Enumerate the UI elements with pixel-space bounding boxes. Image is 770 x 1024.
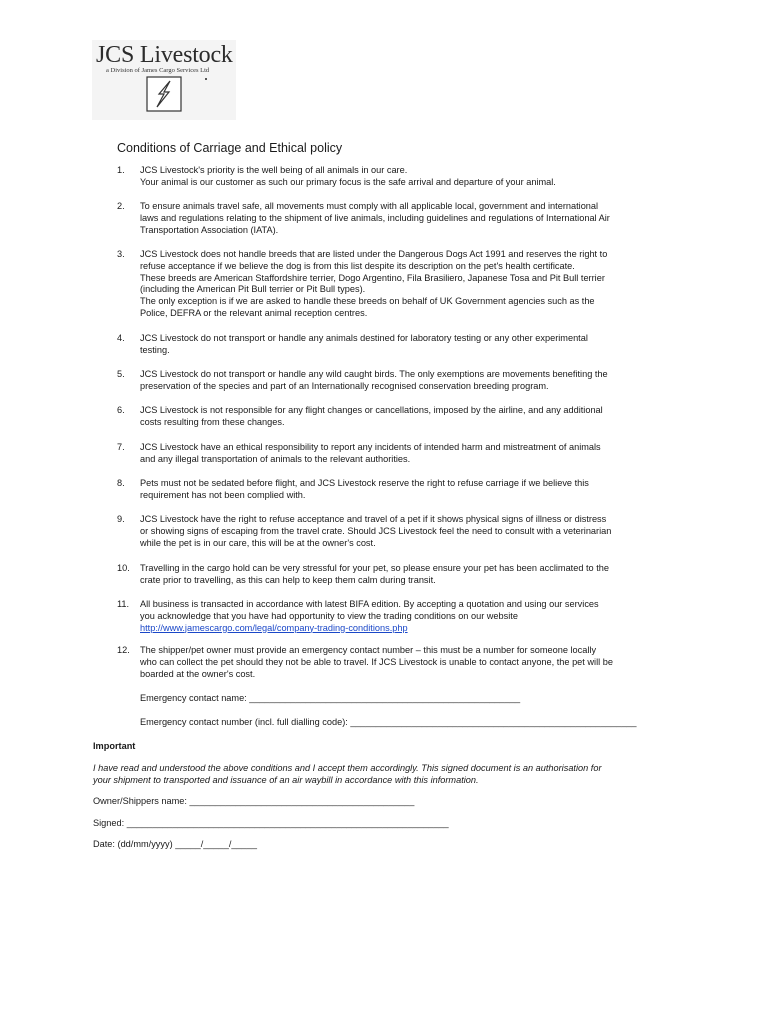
condition-item-5	[117, 369, 677, 393]
signature-field[interactable]: Signed: _______________________________________________________________	[93, 818, 449, 828]
condition-item-9	[117, 514, 677, 549]
item-text-line: and any illegal transportation of animals to the relevant authorities.	[140, 453, 411, 464]
condition-item-4	[117, 333, 677, 357]
item-number: 11.	[117, 599, 130, 609]
item-number: 7.	[117, 442, 125, 452]
trading-conditions-link[interactable]: http://www.jamescargo.com/legal/company-trading-conditions.php	[140, 622, 408, 633]
item-text-line: Transportation Association (IATA).	[140, 224, 279, 235]
item-number: 4.	[117, 333, 125, 343]
owner-name-field[interactable]: Owner/Shippers name: ____________________________________________	[93, 796, 415, 806]
logo-dot	[205, 78, 207, 80]
item-text-line: JCS Livestock have an ethical responsibility to report any incidents of intended harm and mistreatment of animals	[140, 442, 601, 452]
item-text-line: Police, DEFRA or the relevant animal reception centres.	[140, 307, 368, 318]
emergency-contact-number-field[interactable]: Emergency contact number (incl. full dialling code): ________________________________________________________	[140, 717, 637, 727]
item-number: 5.	[117, 369, 125, 379]
item-text-line: crate prior to travelling, as this can help to keep them calm during transit.	[140, 574, 436, 585]
item-number: 6.	[117, 405, 125, 415]
item-number: 8.	[117, 478, 125, 488]
condition-item-6	[117, 405, 677, 429]
item-text-line: preservation of the species and part of an Internationally recognised conservation breeding program.	[140, 380, 549, 391]
item-text-line: (including the American Pit Bull terrier or Pit Bull types).	[140, 284, 366, 295]
item-text-line: The only exception is if we are asked to handle these breeds on behalf of UK Government agencies such as the	[140, 296, 595, 307]
consent-statement	[93, 762, 602, 786]
item-text-line: JCS Livestock does not handle breeds that are listed under the Dangerous Dogs Act 1991 and reserves the right to	[140, 249, 608, 259]
item-number: 10.	[117, 563, 130, 573]
item-text-line: JCS Livestock do not transport or handle any animals destined for laboratory testing or any other experimental	[140, 333, 588, 343]
item-text-line: These breeds are American Staffordshire terrier, Dogo Argentino, Fila Brasiliero, Japanese Tosa and Pit Bull terrier	[140, 272, 605, 283]
lightning-bolt-icon	[146, 76, 182, 112]
date-field[interactable]: Date: (dd/mm/yyyy) _____/_____/_____	[93, 839, 257, 849]
item-text-line: Your animal is our customer as such our primary focus is the safe arrival and departure of your animal.	[140, 176, 556, 187]
condition-item-7	[117, 442, 677, 466]
item-text-line: refuse acceptance if we believe the dog is from this list despite its description on the pet's health certificate.	[140, 260, 575, 271]
item-text-line: All business is transacted in accordance with latest BIFA edition. By accepting a quotation and using our services	[140, 599, 599, 609]
condition-item-3	[117, 249, 677, 320]
item-text-line: or showing signs of escaping from the travel crate. Should JCS Livestock feel the need to consult with a veterinarian	[140, 525, 612, 536]
important-heading: Important	[93, 741, 136, 751]
logo-title: JCS Livestock	[96, 42, 233, 68]
item-text-line: The shipper/pet owner must provide an emergency contact number – this must be a number for someone locally	[140, 645, 597, 655]
emergency-contact-name-field[interactable]: Emergency contact name: _____________________________________________________	[140, 693, 521, 703]
consent-line: I have read and understood the above conditions and I accept them accordingly. This signed document is an authorisation for	[93, 763, 602, 773]
item-text-line: Pets must not be sedated before flight, and JCS Livestock reserve the right to refuse carriage if we believe this	[140, 478, 589, 488]
item-text-line: JCS Livestock have the right to refuse acceptance and travel of a pet if it shows physical signs of illness or distress	[140, 514, 607, 524]
item-number: 12.	[117, 645, 130, 655]
company-logo	[92, 40, 236, 120]
condition-item-1	[117, 165, 677, 189]
item-text-line: testing.	[140, 344, 170, 355]
item-text-line: boarded at the owner's cost.	[140, 668, 256, 679]
item-number: 9.	[117, 514, 125, 524]
logo-subtitle: a Division of James Cargo Services Ltd	[106, 67, 210, 74]
condition-item-8	[117, 478, 677, 502]
condition-item-10	[117, 563, 677, 587]
consent-line: your shipment to transported and issuance of an air waybill in accordance with this information.	[93, 775, 479, 785]
item-text-line: laws and regulations relating to the shipment of live animals, including guidelines and regulations of International Air	[140, 212, 610, 223]
item-text-line: while the pet is in our care, this will be at the owner's cost.	[140, 537, 376, 548]
item-text-line: you acknowledge that you have had opportunity to view the trading conditions on our website	[140, 610, 518, 621]
condition-item-11	[117, 599, 677, 634]
item-text-line: who can collect the pet should they not be able to travel. If JCS Livestock is unable to contact anyone, the pet will be	[140, 656, 613, 667]
item-text-line: requirement has not been complied with.	[140, 489, 306, 500]
item-text-line: JCS Livestock do not transport or handle any wild caught birds. The only exemptions are movements benefiting the	[140, 369, 608, 379]
item-number: 2.	[117, 201, 125, 211]
item-text-line: Travelling in the cargo hold can be very stressful for your pet, so please ensure your pet has been acclimated to the	[140, 563, 609, 573]
item-text-line: JCS Livestock is not responsible for any flight changes or cancellations, imposed by the airline, and any additional	[140, 405, 603, 415]
item-text-line: JCS Livestock's priority is the well being of all animals in our care.	[140, 165, 408, 175]
item-text-line: costs resulting from these changes.	[140, 416, 285, 427]
document-title: Conditions of Carriage and Ethical policy	[117, 141, 343, 155]
item-number: 1.	[117, 165, 125, 175]
condition-item-2	[117, 201, 677, 236]
item-text-line: To ensure animals travel safe, all movements must comply with all applicable local, government and international	[140, 201, 599, 211]
condition-item-12	[117, 645, 677, 680]
item-number: 3.	[117, 249, 125, 259]
